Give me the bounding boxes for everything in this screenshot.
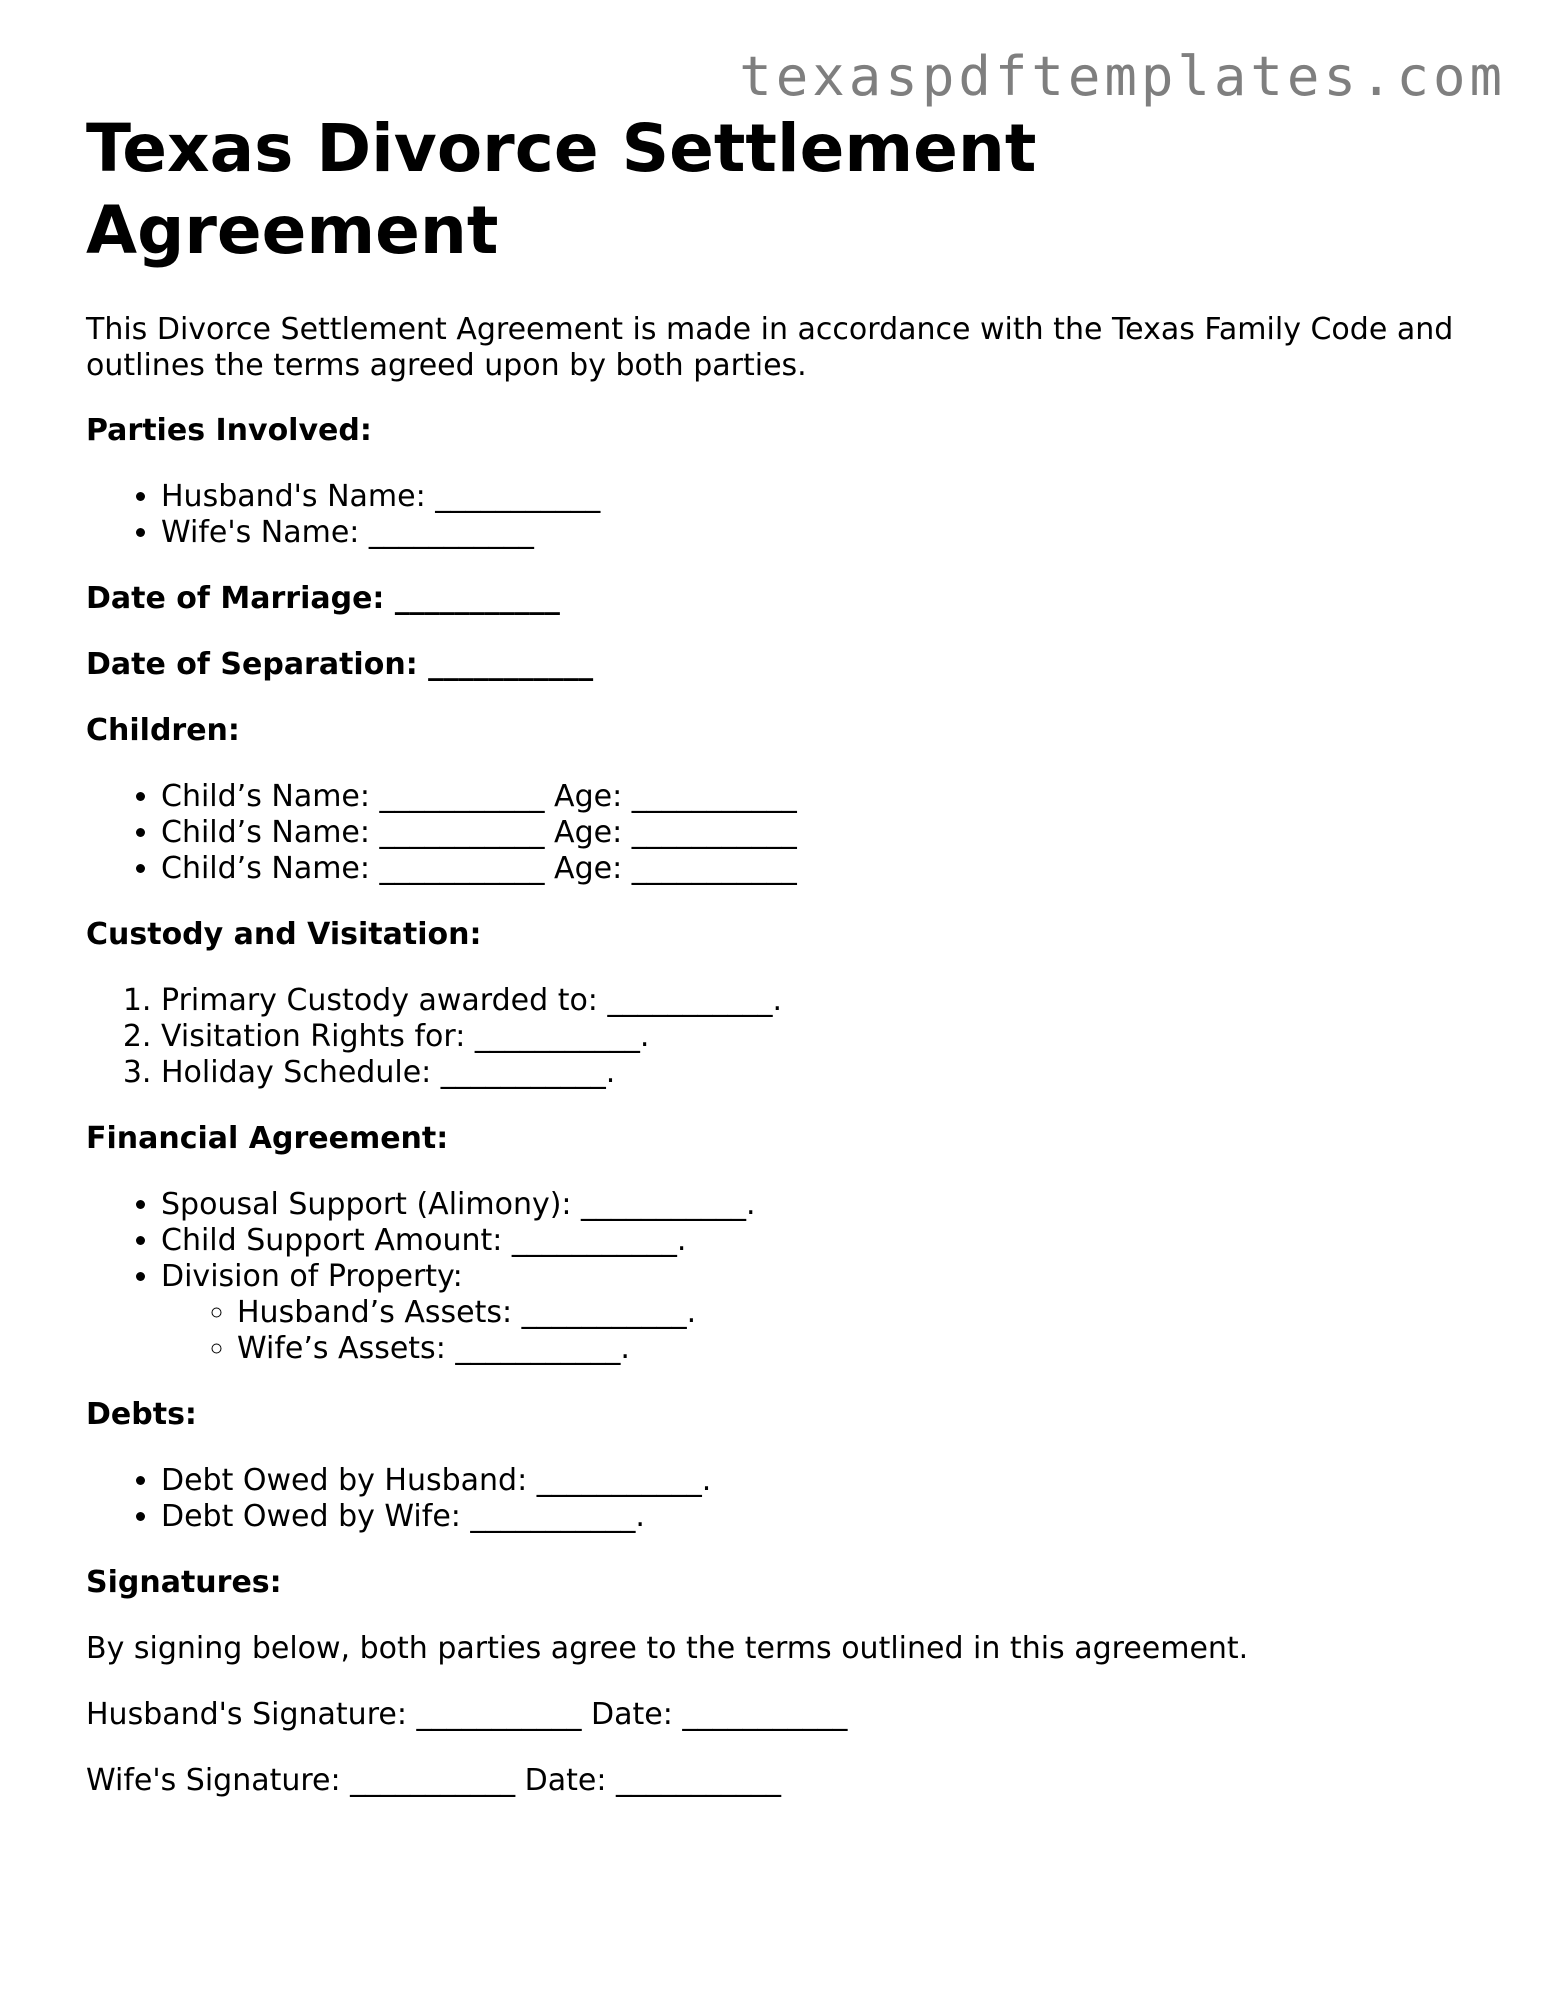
wife-signature-field: Wife's Signature: ___________ Date: ___________ <box>86 1763 782 1798</box>
signatures-heading: Signatures: <box>86 1565 282 1600</box>
child-support-field: • Child Support Amount: ___________. <box>161 1223 1466 1259</box>
husband-debt-field: • Debt Owed by Husband: ___________. <box>161 1463 1466 1499</box>
document-title: Texas Divorce Settlement Agreement <box>86 110 1037 269</box>
visitation-rights-field: 2. Visitation Rights for: ___________. <box>161 1019 1466 1055</box>
wife-debt-field: • Debt Owed by Wife: ___________. <box>161 1499 1466 1535</box>
child-field: • Child’s Name: ___________ Age: ___________ <box>161 815 1466 851</box>
husband-name-field: • Husband's Name: ___________ <box>161 479 1466 515</box>
parties-heading: Parties Involved: <box>86 413 372 448</box>
debts-heading: Debts: <box>86 1397 197 1432</box>
child-field: • Child’s Name: ___________ Age: ___________ <box>161 779 1466 815</box>
document-page <box>86 108 1466 1829</box>
husband-assets-field: ◦ Husband’s Assets: ___________. <box>237 1295 1466 1331</box>
signatures-statement: By signing below, both parties agree to the terms outlined in this agreement. <box>86 1631 1249 1666</box>
property-sublist <box>161 1295 1466 1367</box>
financial-heading: Financial Agreement: <box>86 1121 449 1156</box>
date-of-marriage-field: Date of Marriage: ___________ <box>86 581 560 616</box>
spousal-support-field: • Spousal Support (Alimony): ___________. <box>161 1187 1466 1223</box>
parties-list <box>86 479 1466 551</box>
wife-name-field: • Wife's Name: ___________ <box>161 515 1466 551</box>
debts-list <box>86 1463 1466 1535</box>
division-of-property-item <box>161 1259 1466 1367</box>
primary-custody-field: 1. Primary Custody awarded to: ___________. <box>161 983 1466 1019</box>
husband-signature-field: Husband's Signature: ___________ Date: ___________ <box>86 1697 848 1732</box>
custody-heading: Custody and Visitation: <box>86 917 482 952</box>
financial-list <box>86 1187 1466 1367</box>
children-heading: Children: <box>86 713 240 748</box>
intro-paragraph: This Divorce Settlement Agreement is made in accordance with the Texas Family Code and outlines the terms agreed upon by both parties. <box>86 312 1454 383</box>
date-of-separation-field: Date of Separation: ___________ <box>86 647 594 682</box>
custody-list <box>86 983 1466 1091</box>
division-of-property-label: Division of Property: <box>161 1259 463 1294</box>
watermark: texaspdftemplates.com <box>739 45 1506 108</box>
wife-assets-field: ◦ Wife’s Assets: ___________. <box>237 1331 1466 1367</box>
holiday-schedule-field: 3. Holiday Schedule: ___________. <box>161 1055 1466 1091</box>
children-list <box>86 779 1466 887</box>
child-field: • Child’s Name: ___________ Age: ___________ <box>161 851 1466 887</box>
